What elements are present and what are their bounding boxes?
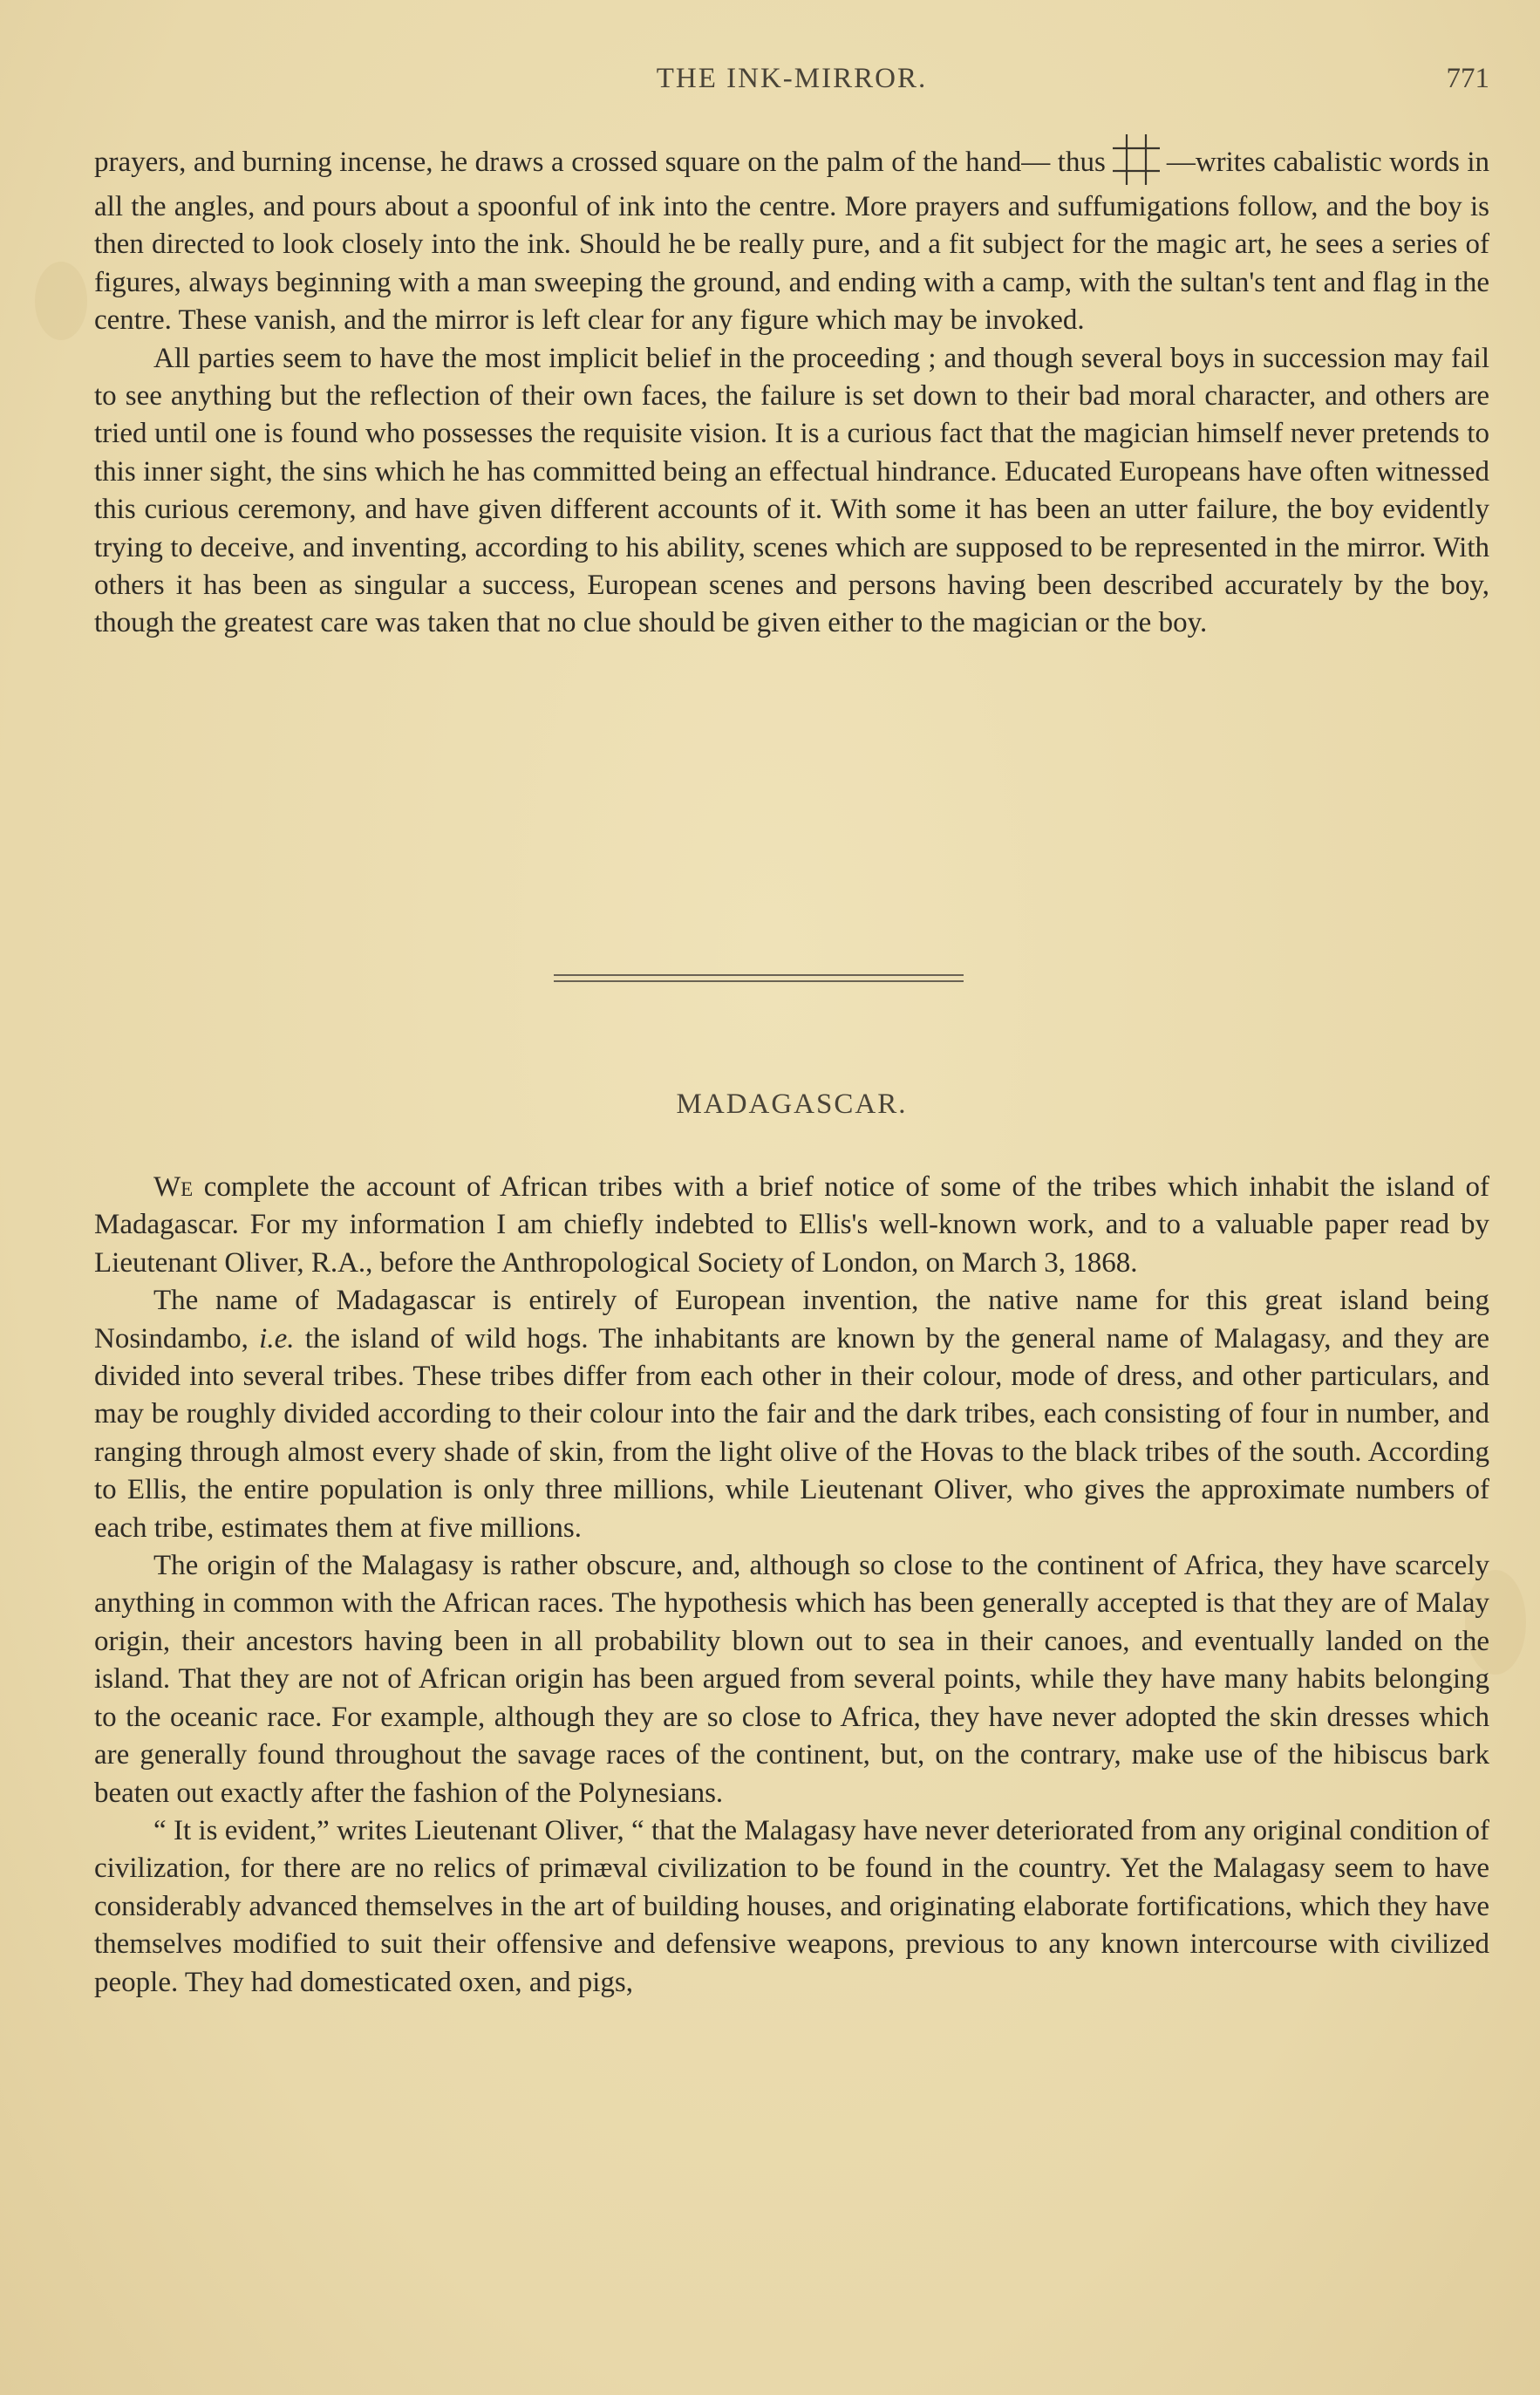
- running-title: THE INK-MIRROR.: [656, 63, 928, 94]
- italic-abbreviation: i.e.: [259, 1322, 295, 1354]
- running-head: [94, 63, 1489, 106]
- page-number: 771: [1446, 63, 1489, 94]
- paragraph-text: The name of Madagascar is entirely of European invention, the native name for this great island being Nosindambo,: [94, 1285, 1489, 1354]
- paper-stain: [35, 262, 87, 340]
- paragraph: [94, 1169, 1489, 1282]
- paragraph-text: complete the account of African tribes with a brief notice of some of the tribes which inhabit the island of Madagascar. For my information I am chiefly indebted to Ellis's well-known work, and to a valuable paper read by Lieutenant Oliver, R.A., before the Anthropological Society of London, on March 3, 1868.: [94, 1171, 1489, 1279]
- paragraph: [94, 131, 1489, 340]
- section-title: MADAGASCAR.: [676, 1088, 908, 1120]
- paragraph-text: the island of wild hogs. The inhabitants are known by the general name of Malagasy, and they are divided into several tribes. These tribes differ from each other in their colour, mode of dress, and other particulars, and may be roughly divided according to their colour into the fair and the dark tribes, each consisting of four in number, and ranging through almost every shade of skin, from the light olive of the Hovas to the black tribes of the south. According to Ellis, the entire population is only three millions, while Lieutenant Oliver, who gives the approximate numbers of each tribe, estimates them at five millions.: [94, 1322, 1489, 1544]
- paragraph: The origin of the Malagasy is rather obscure, and, although so close to the continent of Africa, they have scarcely anything in common with the African races. The hypothesis which has been generally accepted is that they are of Malay origin, their ancestors having been in all probability blown out to sea in their canoes, and eventually landed on the island. That they are not of African origin has been argued from several points, while they have many habits belonging to the oceanic race. For example, although they are so close to Africa, they have never adopted the skin dresses which are generally found throughout the savage races of the continent, but, on the contrary, make use of the hibiscus bark beaten out exactly after the fashion of the Polynesians.: [94, 1550, 1489, 1809]
- opening-word: We: [153, 1171, 194, 1203]
- ink-mirror-section: [94, 131, 1489, 643]
- crossed-square-icon: [1109, 131, 1163, 188]
- paragraph: “ It is evident,” writes Lieutenant Oliver, “ that the Malagasy have never deteriorated from any original condition of civilization, for there are no relics of primæval civilization to be found in the country. Yet the Malagasy seem to have considerably advanced themselves in the art of building houses, and originating elaborate fortifications, which they have themselves modified to suit their offensive and defensive weapons, previous to any known intercourse with civilized people. They had domesticated oxen, and pigs,: [94, 1814, 1489, 1998]
- section-divider: [554, 980, 964, 982]
- section-divider: [554, 974, 964, 976]
- paragraph-text: prayers, and burning incense, he draws a crossed square on the palm of the hand— thus: [94, 147, 1106, 178]
- paragraph: [94, 1282, 1489, 1547]
- paragraph: All parties seem to have the most implicit belief in the proceeding ; and though several boys in succession may fail to see anything but the reflection of their own faces, the failure is set down to their bad moral character, and others are tried until one is found who possesses the requisite vision. It is a curious fact that the magician himself never pretends to this inner sight, the sins which he has committed being an effectual hindrance. Educated Europeans have often witnessed this curious ceremony, and have given different accounts of it. With some it has been an utter failure, the boy evidently trying to deceive, and inventing, according to his ability, scenes which are supposed to be represented in the mirror. With others it has been as singular a success, European scenes and persons having been described accurately by the boy, though the greatest care was taken that no clue should be given either to the magician or the boy.: [94, 342, 1489, 639]
- madagascar-section: [94, 1169, 1489, 2002]
- paragraph-text: —writes cabalistic words in all the angles, and pours about a spoonful of ink into the centre. More prayers and suffumigations follow, and the boy is then directed to look closely into the ink. Should he be really pure, and a fit subject for the magic art, he sees a series of figures, always beginning with a man sweeping the ground, and ending with a camp, with the sultan's tent and flag in the centre. These vanish, and the mirror is left clear for any figure which may be invoked.: [94, 147, 1489, 337]
